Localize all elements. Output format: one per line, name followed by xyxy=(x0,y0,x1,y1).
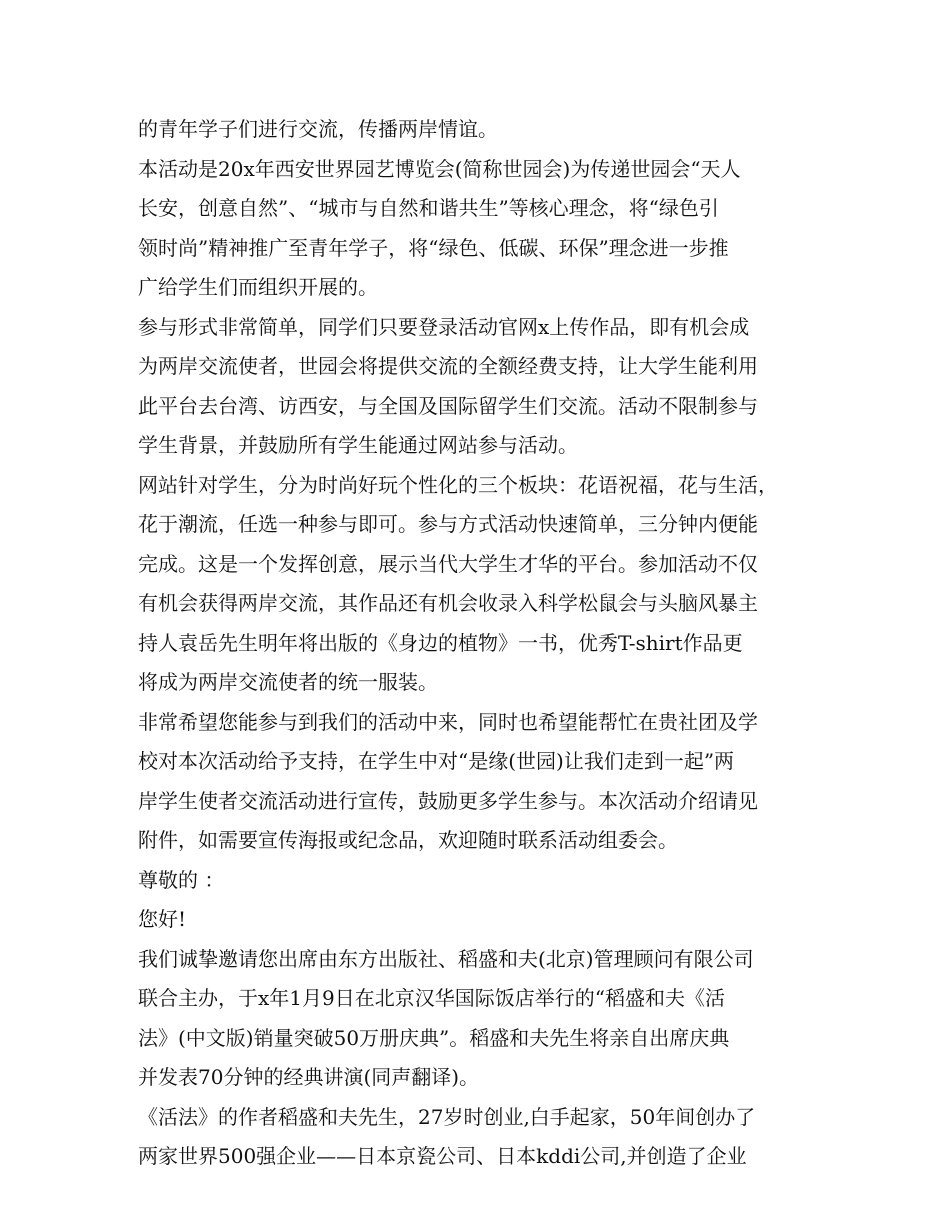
text-line: 校对本次活动给予支持，在学生中对“是缘(世园)让我们走到一起”两 xyxy=(138,749,735,773)
text-line: 附件，如需要宣传海报或纪念品，欢迎随时联系活动组委会。 xyxy=(138,828,678,852)
text-line: 尊敬的 ： xyxy=(138,867,225,892)
text-line: 法》(中文版)销量突破50万册庆典”。稻盛和夫先生将亲自出席庆典 xyxy=(138,1025,730,1050)
text-line: 并发表70分钟的经典讲演(同声翻译)。 xyxy=(138,1065,480,1089)
text-line: 《活法》的作者稻盛和夫先生，27岁时创业,白手起家，50年间创办了 xyxy=(138,1104,756,1129)
text-line: 联合主办，于x年1月9日在北京汉华国际饭店举行的“稻盛和夫《活 xyxy=(138,986,725,1010)
text-line: 领时尚”精神推广至青年学子，将“绿色、低碳、环保”理念进一步推 xyxy=(138,235,729,260)
text-line: 的青年学子们进行交流，传播两岸情谊。 xyxy=(138,117,498,141)
text-line: 有机会获得两岸交流，其作品还有机会收录入科学松鼠会与头脑风暴主 xyxy=(138,591,758,615)
text-line: 岸学生使者交流活动进行宣传，鼓励更多学生参与。本次活动介绍请见 xyxy=(138,788,758,813)
text-line: 将成为两岸交流使者的统一服装。 xyxy=(138,670,438,694)
document-body xyxy=(138,110,828,1177)
text-line: 为两岸交流使者，世园会将提供交流的全额经费支持，让大学生能利用 xyxy=(138,354,758,378)
text-line: 两家世界500强企业——日本京瓷公司、日本kddi公司,并创造了企业 xyxy=(138,1144,747,1168)
text-line: 网站针对学生，分为时尚好玩个性化的三个板块：花语祝福，花与生活， xyxy=(138,472,778,497)
text-line: 非常希望您能参与到我们的活动中来，同时也希望能帮忙在贵社团及学 xyxy=(138,709,758,734)
text-line: 本活动是20x年西安世界园艺博览会(简称世园会)为传递世园会“天人 xyxy=(138,156,741,181)
text-line: 完成。这是一个发挥创意，展示当代大学生才华的平台。参加活动不仅 xyxy=(138,551,758,576)
text-line: 我们诚挚邀请您出席由东方出版社、稻盛和夫(北京)管理顾问有限公司 xyxy=(138,946,754,971)
text-line: 长安，创意自然”、“城市与自然和谐共生”等核心理念，将“绿色引 xyxy=(138,196,719,220)
text-line: 参与形式非常简单，同学们只要登录活动官网x上传作品，即有机会成 xyxy=(138,314,750,339)
text-line: 花于潮流，任选一种参与即可。参与方式活动快速简单，三分钟内便能 xyxy=(138,512,758,536)
text-line: 持人袁岳先生明年将出版的《身边的植物》一书，优秀T-shirt作品更 xyxy=(138,630,743,655)
text-line: 此平台去台湾、访西安，与全国及国际留学生们交流。活动不限制参与 xyxy=(138,393,758,418)
text-line: 学生背景，并鼓励所有学生能通过网站参与活动。 xyxy=(138,433,578,457)
text-line: 您好! xyxy=(138,907,187,931)
text-line: 广给学生们而组织开展的。 xyxy=(138,275,378,299)
